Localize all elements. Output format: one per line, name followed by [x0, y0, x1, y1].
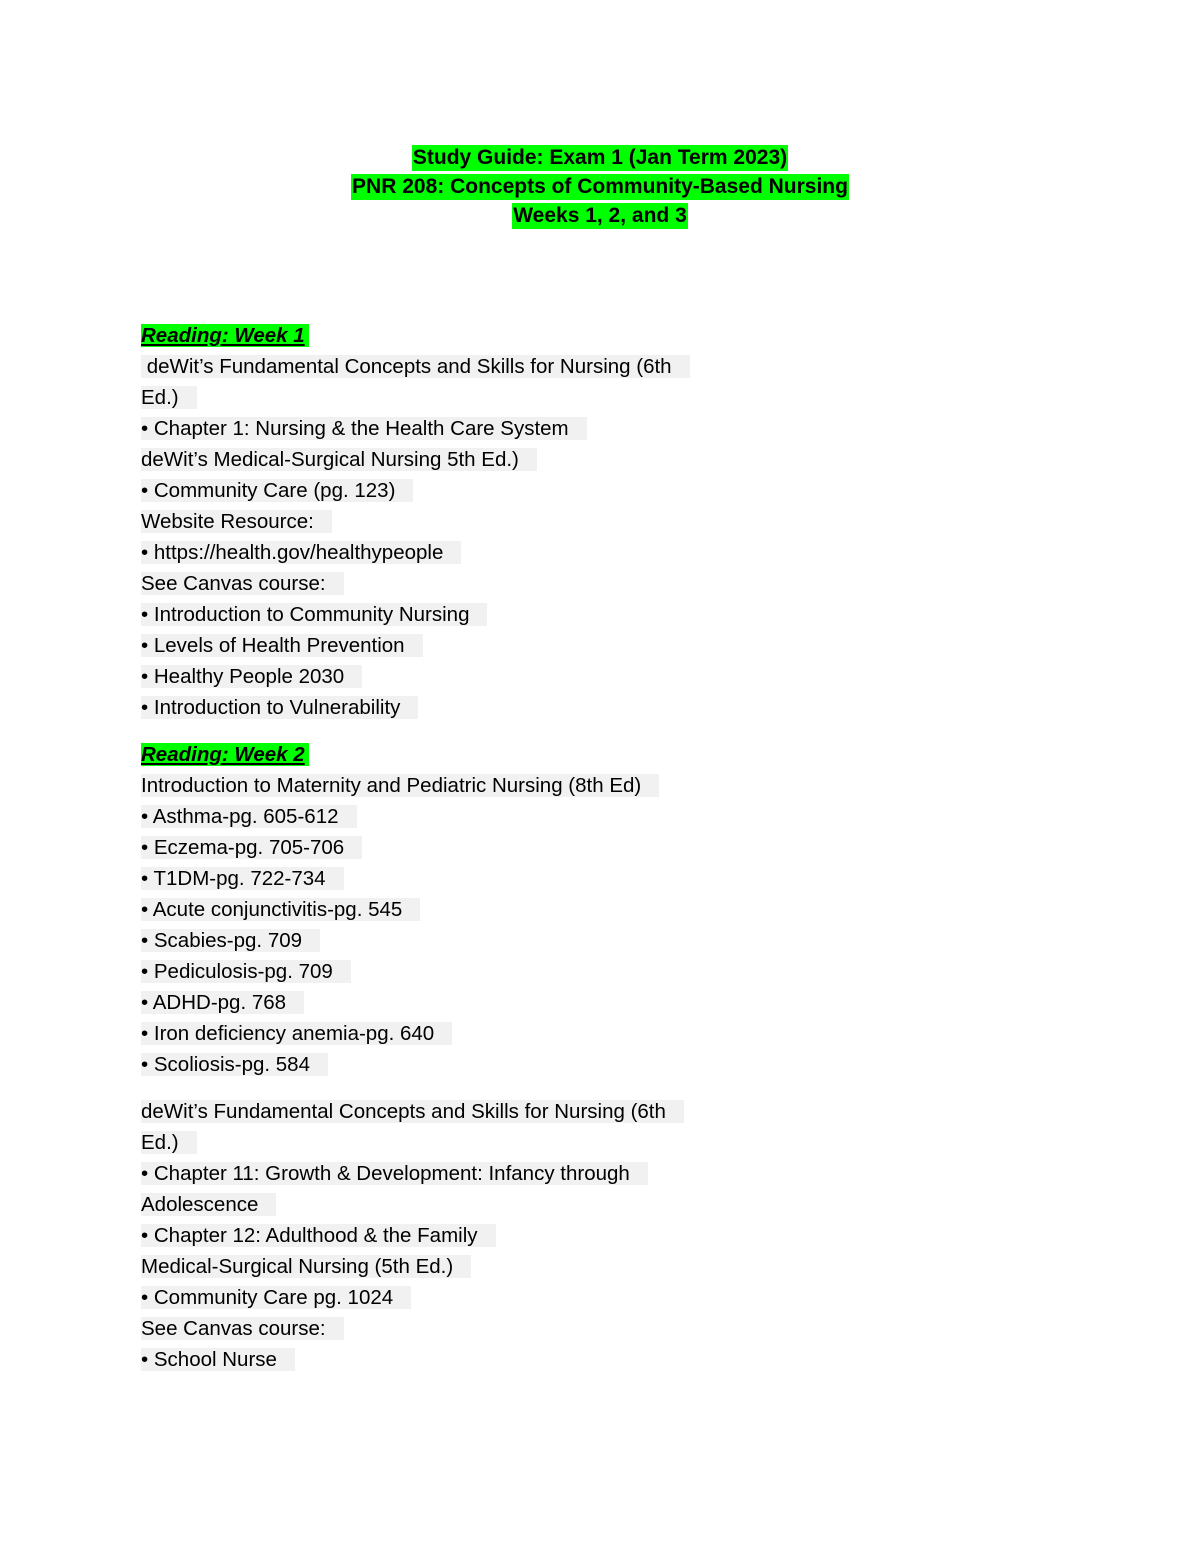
list-item: • Healthy People 2030	[141, 661, 761, 692]
list-item: See Canvas course:	[141, 568, 761, 599]
list-item: • Chapter 12: Adulthood & the Family	[141, 1220, 761, 1251]
list-item: deWit’s Fundamental Concepts and Skills for Nursing (6th	[141, 1096, 761, 1127]
list-item: • Acute conjunctivitis-pg. 545	[141, 894, 761, 925]
list-item: • ADHD-pg. 768	[141, 987, 761, 1018]
list-item: deWit’s Medical-Surgical Nursing 5th Ed.)	[141, 444, 761, 475]
list-item: • Pediculosis-pg. 709	[141, 956, 761, 987]
week2-heading: Reading: Week 2	[141, 739, 761, 770]
weeks-subtitle: Weeks 1, 2, and 3	[513, 204, 687, 227]
document-header	[0, 143, 1200, 230]
list-item: Adolescence	[141, 1189, 761, 1220]
course-title: PNR 208: Concepts of Community-Based Nursing	[352, 175, 848, 198]
list-item: deWit’s Fundamental Concepts and Skills for Nursing (6th	[141, 351, 761, 382]
list-item: • Chapter 11: Growth & Development: Infancy through	[141, 1158, 761, 1189]
list-item: • T1DM-pg. 722-734	[141, 863, 761, 894]
list-item: • Eczema-pg. 705-706	[141, 832, 761, 863]
list-item: • Community Care pg. 1024	[141, 1282, 761, 1313]
list-item: • Introduction to Community Nursing	[141, 599, 761, 630]
week1-heading: Reading: Week 1	[141, 320, 761, 351]
list-item: Ed.)	[141, 1127, 761, 1158]
list-item: • Chapter 1: Nursing & the Health Care System	[141, 413, 761, 444]
list-item: Ed.)	[141, 382, 761, 413]
list-item: See Canvas course:	[141, 1313, 761, 1344]
list-item: Medical-Surgical Nursing (5th Ed.)	[141, 1251, 761, 1282]
list-item: • Scabies-pg. 709	[141, 925, 761, 956]
list-item: • https://health.gov/healthypeople	[141, 537, 761, 568]
list-item: • Scoliosis-pg. 584	[141, 1049, 761, 1080]
list-item: • Levels of Health Prevention	[141, 630, 761, 661]
list-item: • Iron deficiency anemia-pg. 640	[141, 1018, 761, 1049]
list-item: • Introduction to Vulnerability	[141, 692, 761, 723]
list-item: • School Nurse	[141, 1344, 761, 1375]
list-item: Website Resource:	[141, 506, 761, 537]
list-item: • Community Care (pg. 123)	[141, 475, 761, 506]
study-guide-title: Study Guide: Exam 1 (Jan Term 2023)	[412, 146, 788, 169]
document-body	[141, 320, 761, 1375]
list-item: Introduction to Maternity and Pediatric Nursing (8th Ed)	[141, 770, 761, 801]
list-item: • Asthma-pg. 605-612	[141, 801, 761, 832]
